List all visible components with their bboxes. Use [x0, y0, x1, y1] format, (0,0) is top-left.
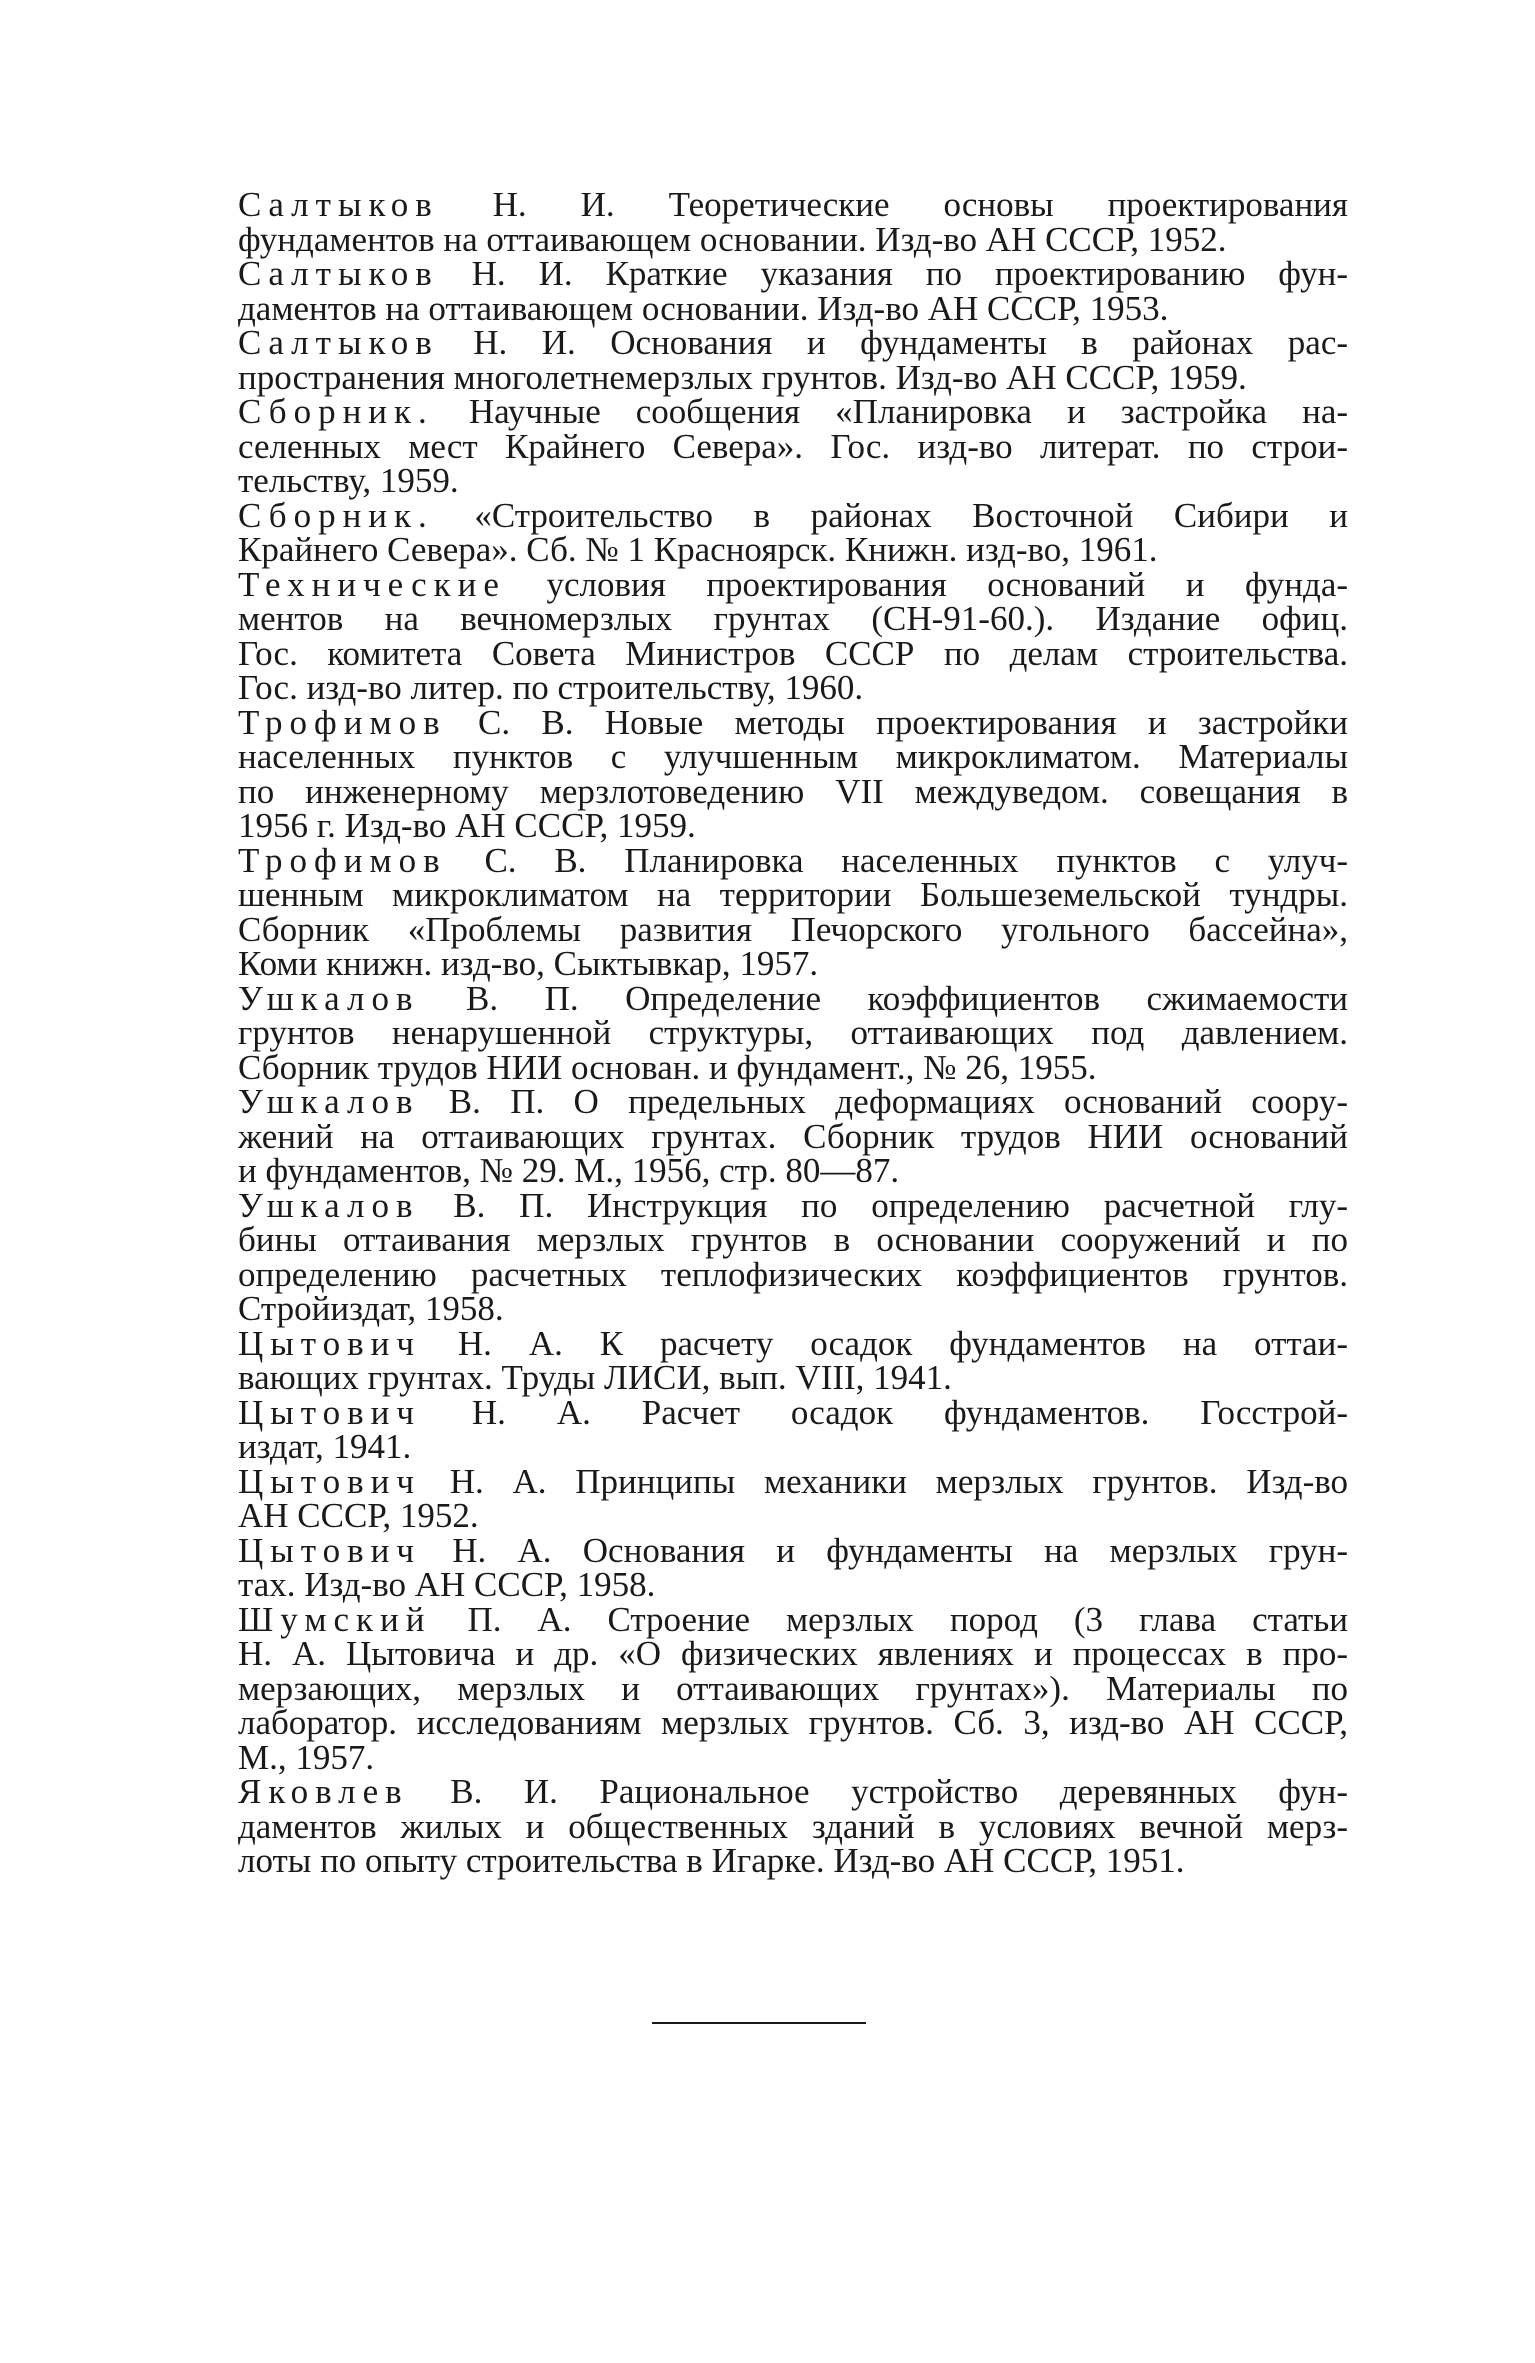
entry-author: Цытович [238, 1530, 421, 1570]
entry-line: тах. Изд-во АН СССР, 1958. [238, 1565, 656, 1604]
entry-line-text: В. П. Определение коэффициентов сжимаемости [465, 978, 1349, 1018]
bibliography-entry [238, 254, 1349, 328]
bibliography-entry [238, 702, 1349, 845]
entry-author: Цытович [238, 1392, 421, 1432]
entry-line: определению расчетных теплофизических коэффициентов грунтов. [238, 1254, 1348, 1294]
entry-line: населенных пунктов с улучшенным микроклиматом. Материалы [238, 737, 1348, 776]
entry-line: издат, 1941. [238, 1427, 412, 1466]
entry-line-text: Н. А. Принципы механики мерзлых грунтов. Изд-во [449, 1461, 1349, 1501]
entry-line: Сборник трудов НИИ основан. и фундамент., № 26, 1955. [238, 1047, 1097, 1087]
entry-first-line [238, 1530, 1348, 1570]
entry-line: Стройиздат, 1958. [238, 1289, 504, 1328]
entry-line-text: условия проектирования оснований и фунда- [546, 564, 1349, 604]
entry-author: Шумский [238, 1599, 432, 1639]
entry-line: и фундаментов, № 29. М., 1956, стр. 80—87. [238, 1151, 900, 1190]
bibliography-entry [238, 1461, 1349, 1535]
entry-first-line [238, 392, 1349, 431]
entry-line: Н. А. Цытовича и др. «О физических явлениях и процессах в про- [238, 1634, 1348, 1673]
entry-line: Крайнего Севера». Сб. № 1 Красноярск. Книжн. изд-во, 1961. [238, 530, 1158, 569]
entry-line-text: Н. А. Расчет осадок фундаментов. Госстрой- [471, 1392, 1349, 1432]
entry-line-text: Н. И. Теоретические основы проектирования [492, 185, 1348, 224]
entry-author: Сборник. [238, 495, 434, 535]
entry-first-line [238, 1082, 1349, 1121]
entry-line: М., 1957. [238, 1737, 375, 1777]
entry-line: грунтов ненарушенной структуры, оттаивающих под давлением. [238, 1013, 1348, 1052]
entry-first-line [238, 185, 1348, 224]
bibliography-entry [238, 185, 1348, 259]
end-rule [652, 2022, 866, 2024]
entry-line-text: Н. А. К расчету осадок фундаментов на оттаи- [457, 1323, 1349, 1363]
entry-line-text: Н. И. Основания и фундаменты в районах рас- [473, 323, 1349, 362]
entry-first-line [238, 254, 1349, 293]
entry-author: Яковлев [238, 1772, 409, 1811]
entry-author: Ушкалов [238, 978, 420, 1018]
bibliography-entry [238, 323, 1349, 397]
bibliography-entry [238, 1599, 1348, 1777]
bibliography-entry [238, 495, 1349, 569]
entry-author: Салтыков [238, 254, 439, 293]
entry-line: шенным микроклиматом на территории Большеземельской тундры. [238, 875, 1348, 914]
entry-line: селенных мест Крайнего Севера». Гос. изд-во литерат. по строи- [238, 426, 1348, 466]
bibliography-entry [238, 1185, 1349, 1328]
entry-first-line [238, 495, 1349, 535]
entry-first-line [238, 323, 1349, 362]
bibliography-entry [238, 392, 1349, 500]
entry-first-line [238, 1772, 1349, 1811]
bibliography-entry [238, 1530, 1348, 1604]
entry-line-text: В. И. Рациональное устройство деревянных фун- [450, 1772, 1349, 1811]
entry-line: мерзающих, мерзлых и оттаивающих грунтах»). Материалы по [238, 1668, 1348, 1708]
entry-line: Гос. комитета Совета Министров СССР по делам строительства. [238, 633, 1348, 673]
entry-line: даментов на оттаивающем основании. Изд-во АН СССР, 1953. [238, 288, 1169, 328]
entry-line: лоты по опыту строительства в Игарке. Изд-во АН СССР, 1951. [238, 1841, 1185, 1880]
entry-line-text: С. В. Новые методы проектирования и застройки [477, 702, 1349, 742]
entry-line: вающих грунтах. Труды ЛИСИ, вып. VIII, 1941. [238, 1358, 952, 1397]
entry-line: 1956 г. Изд-во АН СССР, 1959. [238, 806, 696, 845]
entry-line: лаборатор. исследованиям мерзлых грунтов. Сб. 3, изд-во АН СССР, [238, 1703, 1348, 1742]
entry-line-text: Н. А. Основания и фундаменты на мерзлых грун- [452, 1530, 1348, 1570]
entry-author: Технические [238, 564, 506, 604]
entry-author: Сборник. [238, 392, 434, 431]
entry-first-line [238, 978, 1349, 1018]
entry-author: Трофимов [238, 702, 447, 742]
bibliography-entry [238, 1392, 1349, 1466]
entry-line-text: П. А. Строение мерзлых пород (3 глава статьи [467, 1599, 1348, 1639]
entry-author: Цытович [238, 1461, 421, 1501]
entry-line-text: В. П. Инструкция по определению расчетной глу- [453, 1185, 1349, 1225]
entry-line: фундаментов на оттаивающем основании. Изд-во АН СССР, 1952. [238, 219, 1227, 259]
entry-first-line [238, 1185, 1349, 1225]
entry-line-text: «Строительство в районах Восточной Сибири и [474, 495, 1349, 535]
entry-first-line [238, 564, 1349, 604]
entry-author: Салтыков [238, 323, 439, 362]
entry-line: пространения многолетнемерзлых грунтов. Изд-во АН СССР, 1959. [238, 357, 1247, 397]
entry-line: Коми книжн. изд-во, Сыктывкар, 1957. [238, 944, 819, 983]
bibliography-list [238, 185, 1349, 1880]
entry-line: АН СССР, 1952. [238, 1496, 479, 1535]
entry-first-line [238, 1392, 1349, 1432]
entry-first-line [238, 840, 1348, 880]
entry-author: Ушкалов [238, 1185, 420, 1225]
entry-first-line [238, 1599, 1348, 1639]
entry-author: Салтыков [238, 185, 439, 224]
bibliography-entry [238, 978, 1349, 1087]
entry-first-line [238, 702, 1349, 742]
entry-line: бины оттаивания мерзлых грунтов в основании сооружений и по [238, 1220, 1348, 1259]
entry-line: Гос. изд-во литер. по строительству, 1960. [238, 668, 864, 707]
entry-line: тельству, 1959. [238, 461, 459, 500]
entry-author: Ушкалов [238, 1082, 420, 1121]
entry-author: Цытович [238, 1323, 421, 1363]
entry-line: ментов на вечномерзлых грунтах (СН-91-60.). Издание офиц. [238, 599, 1348, 638]
entry-line: Сборник «Проблемы развития Печорского угольного бассейна», [238, 909, 1348, 949]
entry-line-text: В. П. О предельных деформациях оснований соору- [448, 1082, 1349, 1121]
bibliography-entry [238, 564, 1349, 707]
entry-line-text: Научные сообщения «Планировка и застройка на- [468, 392, 1349, 431]
entry-line: жений на оттаивающих грунтах. Сборник трудов НИИ оснований [238, 1116, 1348, 1156]
entry-author: Трофимов [238, 840, 447, 880]
entry-line-text: С. В. Планировка населенных пунктов с улуч- [484, 840, 1348, 880]
entry-line: даментов жилых и общественных зданий в условиях вечной мерз- [238, 1806, 1348, 1846]
entry-line: по инженерному мерзлотоведению VII междуведом. совещания в [238, 771, 1348, 811]
bibliography-entry [238, 1772, 1349, 1880]
entry-first-line [238, 1461, 1349, 1501]
bibliography-entry [238, 1323, 1349, 1397]
bibliography-entry [238, 840, 1348, 983]
entry-first-line [238, 1323, 1349, 1363]
entry-line-text: Н. И. Краткие указания по проектированию фун- [471, 254, 1349, 293]
bibliography-entry [238, 1082, 1349, 1190]
